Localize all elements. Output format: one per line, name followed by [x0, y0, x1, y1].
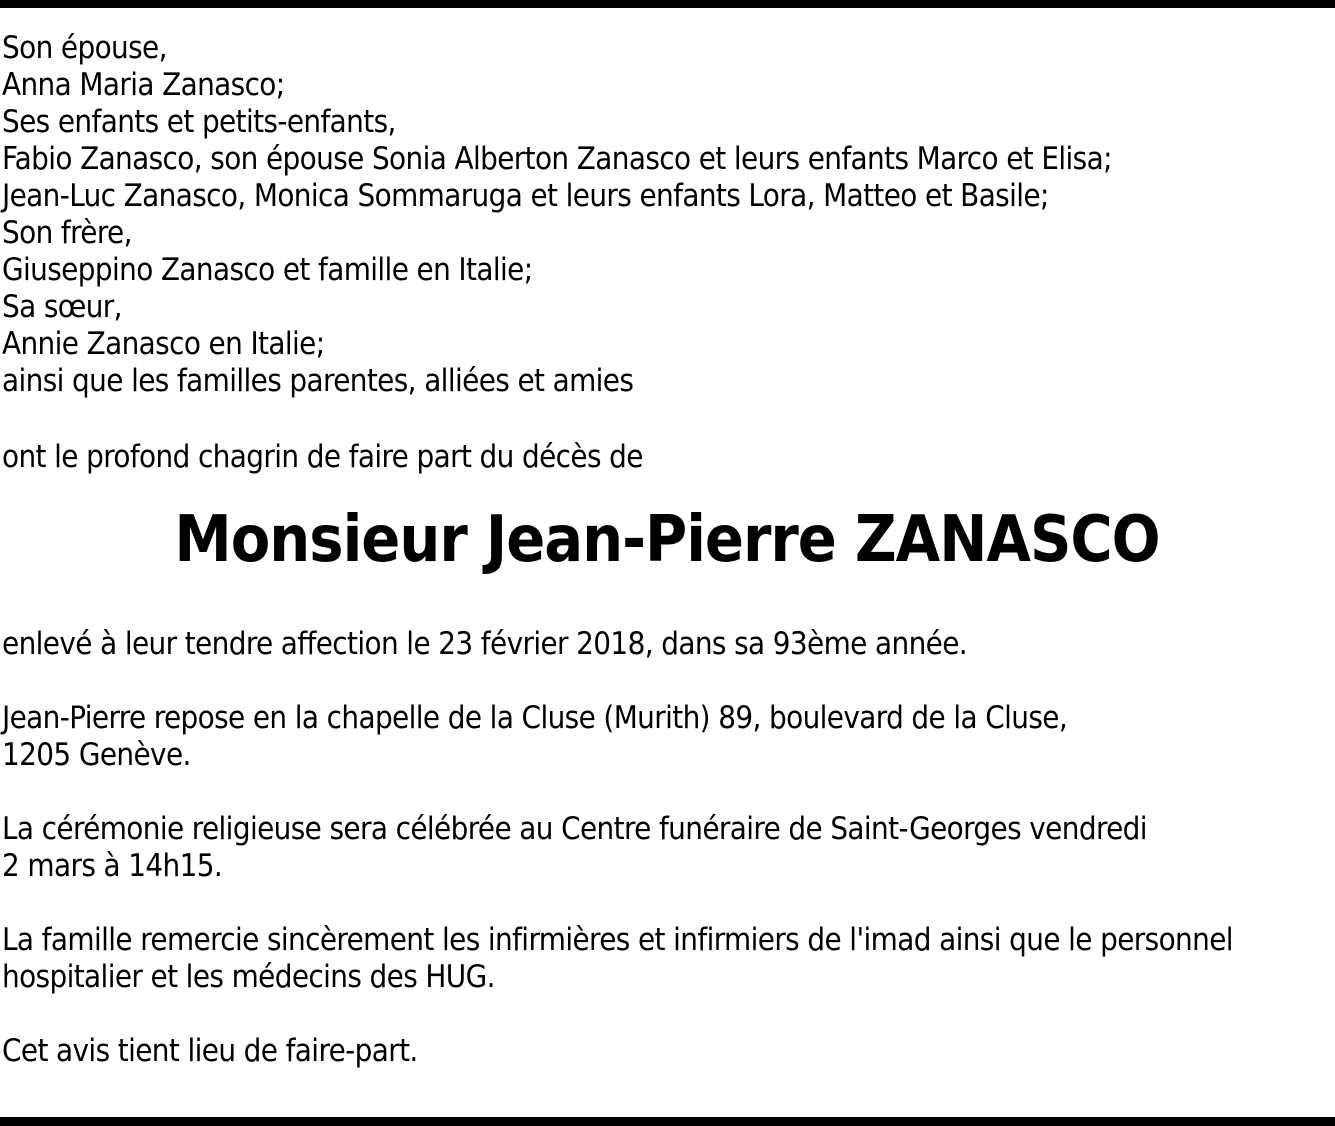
- closing-text: Cet avis tient lieu de faire-part.: [2, 1033, 418, 1069]
- family-line: Ses enfants et petits-enfants,: [2, 104, 396, 140]
- announcement-text: ont le profond chagrin de faire part du décès de: [2, 439, 643, 475]
- bottom-rule: [0, 1117, 1335, 1126]
- thanks-line-2: hospitalier et les médecins des HUG.: [2, 959, 495, 995]
- family-line: Son épouse,: [2, 30, 167, 66]
- ceremony-line-1: La cérémonie religieuse sera célébrée au Centre funéraire de Saint-Georges vendredi: [2, 811, 1147, 847]
- ceremony-line-2: 2 mars à 14h15.: [2, 848, 223, 884]
- family-line: Jean-Luc Zanasco, Monica Sommaruga et leurs enfants Lora, Matteo et Basile;: [2, 178, 1049, 214]
- family-line: Fabio Zanasco, son épouse Sonia Alberton Zanasco et leurs enfants Marco et Elisa;: [2, 141, 1112, 177]
- passing-text: enlevé à leur tendre affection le 23 février 2018, dans sa 93ème année.: [2, 626, 968, 662]
- rest-line-1: Jean-Pierre repose en la chapelle de la Cluse (Murith) 89, boulevard de la Cluse,: [2, 700, 1068, 736]
- family-line: Giuseppino Zanasco et famille en Italie;: [2, 252, 533, 288]
- top-rule: [0, 0, 1335, 8]
- family-line: Anna Maria Zanasco;: [2, 67, 285, 103]
- family-list: [2, 30, 1332, 400]
- family-line: Annie Zanasco en Italie;: [2, 326, 325, 362]
- deceased-name: Monsieur Jean-Pierre ZANASCO: [174, 503, 1160, 577]
- family-line: Son frère,: [2, 215, 132, 251]
- rest-line-2: 1205 Genève.: [2, 737, 191, 773]
- obituary-notice: [2, 30, 1332, 1070]
- thanks-line-1: La famille remercie sincèrement les infirmières et infirmiers de l'imad ainsi que le personnel: [2, 922, 1233, 958]
- family-line: Sa sœur,: [2, 289, 122, 325]
- family-line: ainsi que les familles parentes, alliées et amies: [2, 363, 634, 399]
